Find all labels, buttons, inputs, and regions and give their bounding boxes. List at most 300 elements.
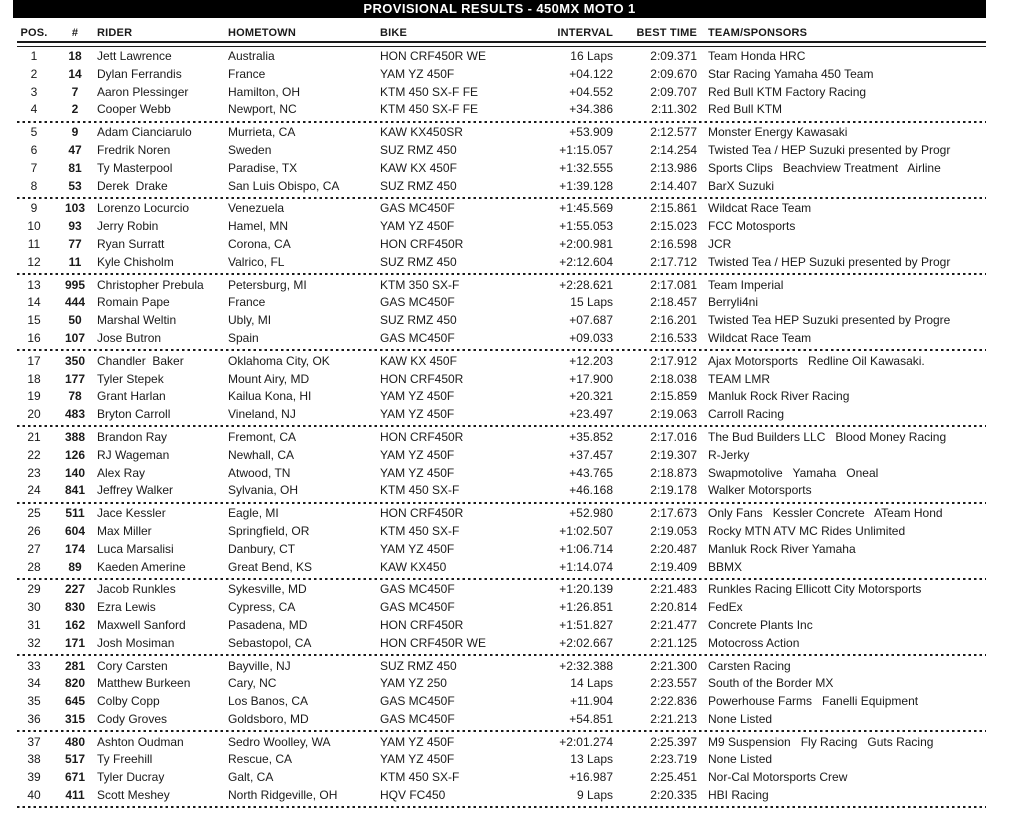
cell-interval: +04.552 <box>569 84 613 99</box>
cell-best-time: 2:09.670 <box>650 66 697 81</box>
cell-rider: RJ Wageman <box>97 447 170 462</box>
table-row <box>13 353 986 371</box>
table-row <box>13 541 986 559</box>
cell-rider: Jacob Runkles <box>97 582 176 597</box>
cell-position: 35 <box>27 694 41 709</box>
cell-rider: Romain Pape <box>97 295 170 310</box>
cell-team: M9 Suspension Fly Racing Guts Racing <box>708 734 934 749</box>
table-row <box>13 254 986 272</box>
cell-number: 281 <box>64 658 86 673</box>
cell-bike: YAM YZ 450F <box>380 407 455 422</box>
cell-number: 77 <box>68 236 82 251</box>
table-row <box>13 406 986 424</box>
cell-team: None Listed <box>708 711 773 726</box>
cell-team: Nor-Cal Motorsports Crew <box>708 770 848 785</box>
table-row <box>13 142 986 160</box>
cell-team: HBI Racing <box>708 788 769 803</box>
table-row <box>13 124 986 142</box>
cell-bike: KAW KX450SR <box>380 125 463 140</box>
table-row <box>13 751 986 769</box>
table-row <box>13 48 986 66</box>
cell-best-time: 2:18.873 <box>650 465 697 480</box>
cell-best-time: 2:19.178 <box>650 483 697 498</box>
cell-hometown: Australia <box>228 49 275 63</box>
cell-best-time: 2:17.016 <box>650 429 697 444</box>
cell-position: 40 <box>27 788 41 803</box>
cell-best-time: 2:21.125 <box>650 635 697 650</box>
cell-best-time: 2:16.533 <box>650 330 697 345</box>
cell-position: 10 <box>27 219 41 234</box>
table-row <box>13 559 986 577</box>
cell-bike: SUZ RMZ 450 <box>380 142 457 157</box>
cell-best-time: 2:14.254 <box>650 142 697 157</box>
cell-position: 28 <box>27 559 41 574</box>
cell-rider: Ty Masterpool <box>97 160 173 175</box>
table-row <box>13 617 986 635</box>
cell-hometown: Vineland, NJ <box>228 407 296 422</box>
cell-position: 33 <box>27 658 41 673</box>
cell-number: 227 <box>64 582 86 597</box>
cell-hometown: Paradise, TX <box>228 160 298 175</box>
cell-interval: +23.497 <box>569 407 613 422</box>
cell-team: Manluk Rock River Yamaha <box>708 541 856 556</box>
cell-interval: +43.765 <box>569 465 613 480</box>
cell-rider: Tyler Stepek <box>97 371 164 386</box>
cell-position: 39 <box>27 770 41 785</box>
cell-hometown: Sebastopol, CA <box>228 635 312 650</box>
cell-hometown: Murrieta, CA <box>228 125 296 140</box>
cell-hometown: Atwood, TN <box>228 465 291 480</box>
cell-rider: Scott Meshey <box>97 788 170 803</box>
cell-bike: GAS MC450F <box>380 711 455 726</box>
cell-team: Star Racing Yamaha 450 Team <box>708 66 874 81</box>
cell-bike: YAM YZ 450F <box>380 465 455 480</box>
cell-position: 31 <box>27 617 41 632</box>
cell-hometown: Petersburg, MI <box>228 277 307 292</box>
cell-interval: +2:01.274 <box>559 734 613 749</box>
cell-number: 103 <box>64 201 86 216</box>
table-row <box>13 505 986 523</box>
cell-number: 604 <box>64 523 86 538</box>
cell-rider: Colby Copp <box>97 694 160 709</box>
cell-best-time: 2:21.300 <box>650 658 697 673</box>
cell-number: 830 <box>64 600 86 615</box>
cell-best-time: 2:19.409 <box>650 559 697 574</box>
cell-team: R-Jerky <box>708 447 750 462</box>
cell-team: TEAM LMR <box>708 371 771 386</box>
cell-team: Twisted Tea HEP Suzuki presented by Progre <box>708 313 951 328</box>
cell-rider: Brandon Ray <box>97 429 168 444</box>
cell-interval: +1:14.074 <box>559 559 613 574</box>
table-row <box>13 734 986 752</box>
cell-number: 162 <box>64 617 86 632</box>
cell-team: Powerhouse Farms Fanelli Equipment <box>708 694 919 709</box>
cell-best-time: 2:17.081 <box>650 277 697 292</box>
dotted-separator <box>17 197 986 199</box>
cell-team: Twisted Tea / HEP Suzuki presented by Progr <box>708 142 951 157</box>
cell-bike: HON CRF450R <box>380 236 464 251</box>
cell-bike: SUZ RMZ 450 <box>380 658 457 673</box>
table-row <box>13 769 986 787</box>
table-row <box>13 787 986 805</box>
cell-position: 25 <box>27 506 41 521</box>
cell-rider: Cooper Webb <box>97 102 171 117</box>
cell-hometown: Sweden <box>228 142 272 157</box>
cell-team: BarX Suzuki <box>708 178 775 193</box>
cell-number: 517 <box>64 752 86 767</box>
cell-hometown: Pasadena, MD <box>228 617 308 632</box>
cell-position: 36 <box>27 711 41 726</box>
table-row <box>13 277 986 295</box>
cell-position: 4 <box>30 102 38 117</box>
cell-position: 3 <box>30 84 38 99</box>
table-row <box>13 160 986 178</box>
cell-hometown: Danbury, CT <box>228 541 296 556</box>
cell-bike: HQV FC450 <box>380 788 446 803</box>
cell-position: 30 <box>27 600 41 615</box>
cell-number: 511 <box>65 506 85 521</box>
cell-bike: KTM 450 SX-F <box>380 483 460 498</box>
table-row <box>13 711 986 729</box>
col-header-team: TEAM/SPONSORS <box>708 27 808 39</box>
cell-position: 16 <box>27 330 41 345</box>
cell-best-time: 2:19.307 <box>650 447 697 462</box>
cell-number: 411 <box>65 788 85 803</box>
cell-team: Carsten Racing <box>708 658 791 673</box>
cell-team: Walker Motorsports <box>708 483 812 498</box>
cell-team: Only Fans Kessler Concrete ATeam Hond <box>708 506 943 521</box>
cell-number: 171 <box>64 635 86 650</box>
cell-rider: Cory Carsten <box>97 658 168 673</box>
cell-number: 11 <box>68 254 82 269</box>
cell-rider: Jerry Robin <box>97 219 159 234</box>
cell-position: 21 <box>27 429 41 444</box>
cell-best-time: 2:16.201 <box>650 313 697 328</box>
cell-interval: +20.321 <box>569 389 613 404</box>
cell-interval: +34.386 <box>569 102 613 117</box>
cell-bike: HON CRF450R <box>380 429 464 444</box>
cell-bike: YAM YZ 250 <box>380 676 447 691</box>
cell-bike: HON CRF450R <box>380 506 464 521</box>
cell-number: 140 <box>64 465 86 480</box>
cell-position: 27 <box>27 541 41 556</box>
cell-hometown: France <box>228 295 266 310</box>
cell-best-time: 2:15.023 <box>650 219 697 234</box>
table-row <box>13 312 986 330</box>
cell-bike: GAS MC450F <box>380 295 455 310</box>
col-header-interval: INTERVAL <box>557 27 613 39</box>
cell-position: 22 <box>27 447 41 462</box>
cell-hometown: Corona, CA <box>228 236 291 251</box>
cell-hometown: Cary, NC <box>228 676 277 691</box>
table-row <box>13 635 986 653</box>
cell-bike: KAW KX 450F <box>380 160 457 175</box>
cell-bike: SUZ RMZ 450 <box>380 313 457 328</box>
cell-team: Team Imperial <box>708 277 784 292</box>
cell-interval: +37.457 <box>569 447 613 462</box>
table-body <box>13 48 986 808</box>
cell-interval: 13 Laps <box>570 752 613 767</box>
cell-team: Swapmotolive Yamaha Oneal <box>708 465 879 480</box>
cell-rider: Christopher Prebula <box>97 277 204 292</box>
cell-number: 174 <box>64 541 86 556</box>
cell-best-time: 2:19.053 <box>650 523 697 538</box>
cell-interval: +1:55.053 <box>559 219 613 234</box>
cell-interval: +09.033 <box>569 330 613 345</box>
cell-team: Berryli4ni <box>708 295 759 310</box>
cell-team: Rocky MTN ATV MC Rides Unlimited <box>708 523 906 538</box>
dotted-separator <box>17 349 986 351</box>
cell-best-time: 2:15.859 <box>650 389 697 404</box>
cell-hometown: Fremont, CA <box>228 429 297 444</box>
cell-number: 9 <box>71 125 79 140</box>
cell-team: FCC Motosports <box>708 219 796 234</box>
cell-bike: YAM YZ 450F <box>380 389 455 404</box>
cell-rider: Tyler Ducray <box>97 770 165 785</box>
cell-bike: KTM 350 SX-F <box>380 277 460 292</box>
cell-bike: YAM YZ 450F <box>380 541 455 556</box>
cell-interval: +35.852 <box>569 429 613 444</box>
cell-number: 820 <box>64 676 86 691</box>
cell-best-time: 2:11.302 <box>651 102 697 117</box>
cell-hometown: Bayville, NJ <box>228 658 291 673</box>
cell-bike: HON CRF450R <box>380 371 464 386</box>
cell-interval: +04.122 <box>569 66 613 81</box>
cell-interval: +2:00.981 <box>559 236 613 251</box>
cell-hometown: Goldsboro, MD <box>228 711 309 726</box>
cell-bike: YAM YZ 450F <box>380 219 455 234</box>
cell-hometown: Sylvania, OH <box>228 483 299 498</box>
cell-team: Runkles Racing Ellicott City Motorsports <box>708 582 922 597</box>
cell-interval: +12.203 <box>569 353 613 368</box>
col-header-rider: RIDER <box>97 27 133 39</box>
cell-position: 17 <box>27 353 41 368</box>
cell-number: 107 <box>64 330 86 345</box>
cell-interval: +2:32.388 <box>559 658 613 673</box>
cell-hometown: Springfield, OR <box>228 523 310 538</box>
cell-position: 7 <box>30 160 38 175</box>
cell-bike: HON CRF450R <box>380 617 464 632</box>
cell-best-time: 2:18.457 <box>650 295 697 310</box>
cell-best-time: 2:17.673 <box>650 506 697 521</box>
table-row <box>13 101 986 119</box>
cell-interval: 9 Laps <box>576 788 613 803</box>
table-row <box>13 523 986 541</box>
cell-best-time: 2:16.598 <box>650 236 697 251</box>
cell-position: 13 <box>27 277 41 292</box>
cell-position: 24 <box>27 483 41 498</box>
cell-position: 9 <box>30 201 38 216</box>
cell-team: Manluk Rock River Racing <box>708 389 850 404</box>
cell-number: 126 <box>64 447 86 462</box>
table-row <box>13 200 986 218</box>
cell-best-time: 2:21.213 <box>650 711 697 726</box>
cell-position: 15 <box>27 313 41 328</box>
cell-hometown: Rescue, CA <box>228 752 293 767</box>
cell-team: JCR <box>708 236 732 251</box>
cell-team: None Listed <box>708 752 773 767</box>
cell-interval: +1:02.507 <box>559 523 613 538</box>
cell-number: 350 <box>64 353 86 368</box>
cell-bike: KTM 450 SX-F FE <box>380 102 479 117</box>
col-header-best-time: BEST TIME <box>636 27 697 39</box>
cell-rider: Ryan Surratt <box>97 236 165 251</box>
cell-best-time: 2:23.719 <box>650 752 697 767</box>
table-row <box>13 218 986 236</box>
cell-interval: 14 Laps <box>570 676 613 691</box>
cell-best-time: 2:20.814 <box>650 600 697 615</box>
cell-hometown: Galt, CA <box>228 770 274 785</box>
cell-rider: Bryton Carroll <box>97 407 171 422</box>
dotted-separator <box>17 654 986 656</box>
cell-interval: +11.904 <box>570 694 613 709</box>
cell-rider: Luca Marsalisi <box>97 541 174 556</box>
cell-bike: HON CRF450R WE <box>380 49 487 63</box>
cell-position: 8 <box>30 178 38 193</box>
cell-interval: +2:02.667 <box>559 635 613 650</box>
cell-team: Team Honda HRC <box>708 49 806 63</box>
cell-best-time: 2:18.038 <box>650 371 697 386</box>
cell-hometown: Mount Airy, MD <box>228 371 310 386</box>
cell-hometown: Spain <box>228 330 259 345</box>
cell-best-time: 2:19.063 <box>650 407 697 422</box>
cell-interval: +53.909 <box>569 125 613 140</box>
cell-bike: GAS MC450F <box>380 330 455 345</box>
dotted-separator <box>17 502 986 504</box>
cell-position: 1 <box>30 49 38 63</box>
cell-hometown: North Ridgeville, OH <box>228 788 338 803</box>
cell-number: 841 <box>64 483 86 498</box>
cell-interval: +2:28.621 <box>559 277 613 292</box>
cell-best-time: 2:25.397 <box>650 734 697 749</box>
cell-interval: +1:20.139 <box>559 582 613 597</box>
cell-best-time: 2:15.861 <box>650 201 697 216</box>
cell-rider: Marshal Weltin <box>97 313 177 328</box>
cell-best-time: 2:13.986 <box>650 160 697 175</box>
cell-rider: Fredrik Noren <box>97 142 171 157</box>
dotted-separator <box>17 578 986 580</box>
cell-position: 32 <box>27 635 41 650</box>
cell-interval: +1:15.057 <box>559 142 613 157</box>
cell-hometown: Kailua Kona, HI <box>228 389 312 404</box>
table-row <box>13 66 986 84</box>
cell-bike: SUZ RMZ 450 <box>380 254 457 269</box>
cell-team: Concrete Plants Inc <box>708 617 813 632</box>
cell-team: South of the Border MX <box>708 676 834 691</box>
cell-bike: YAM YZ 450F <box>380 752 455 767</box>
cell-number: 78 <box>68 389 82 404</box>
cell-rider: Jeffrey Walker <box>97 483 174 498</box>
cell-hometown: Ubly, MI <box>228 313 272 328</box>
cell-number: 671 <box>64 770 86 785</box>
cell-bike: YAM YZ 450F <box>380 447 455 462</box>
table-row <box>13 371 986 389</box>
cell-team: Motocross Action <box>708 635 800 650</box>
results-title-bar <box>13 0 986 18</box>
cell-position: 11 <box>27 236 41 251</box>
cell-bike: SUZ RMZ 450 <box>380 178 457 193</box>
cell-position: 26 <box>27 523 41 538</box>
cell-number: 50 <box>68 313 82 328</box>
cell-number: 47 <box>68 142 82 157</box>
cell-team: Ajax Motorsports Redline Oil Kawasaki. <box>708 353 925 368</box>
cell-rider: Jace Kessler <box>97 506 166 521</box>
cell-rider: Kyle Chisholm <box>97 254 174 269</box>
cell-bike: HON CRF450R WE <box>380 635 487 650</box>
cell-rider: Matthew Burkeen <box>97 676 191 691</box>
cell-rider: Maxwell Sanford <box>97 617 186 632</box>
cell-interval: +1:51.827 <box>559 617 613 632</box>
cell-team: Twisted Tea / HEP Suzuki presented by Progr <box>708 254 951 269</box>
cell-interval: 15 Laps <box>570 295 613 310</box>
cell-position: 18 <box>27 371 41 386</box>
cell-best-time: 2:25.451 <box>650 770 697 785</box>
results-table <box>13 0 986 808</box>
cell-hometown: Eagle, MI <box>228 506 279 521</box>
cell-hometown: Venezuela <box>228 201 285 216</box>
col-header-hometown: HOMETOWN <box>228 27 297 39</box>
cell-number: 480 <box>64 734 86 749</box>
cell-number: 177 <box>64 371 86 386</box>
cell-team: FedEx <box>708 600 743 615</box>
cell-team: BBMX <box>708 559 743 574</box>
dotted-separator <box>17 273 986 275</box>
cell-hometown: Newhall, CA <box>228 447 295 462</box>
page-title: PROVISIONAL RESULTS - 450MX MOTO 1 <box>363 1 636 16</box>
cell-hometown: Sykesville, MD <box>228 582 307 597</box>
cell-hometown: San Luis Obispo, CA <box>228 178 340 193</box>
cell-interval: +46.168 <box>569 483 613 498</box>
cell-number: 18 <box>68 49 82 63</box>
cell-position: 38 <box>27 752 41 767</box>
cell-hometown: Oklahoma City, OK <box>228 353 330 368</box>
cell-number: 53 <box>68 178 82 193</box>
cell-bike: YAM YZ 450F <box>380 66 455 81</box>
cell-interval: +07.687 <box>569 313 613 328</box>
cell-interval: +1:32.555 <box>559 160 613 175</box>
cell-hometown: Los Banos, CA <box>228 694 309 709</box>
cell-number: 89 <box>68 559 82 574</box>
cell-best-time: 2:17.712 <box>650 254 697 269</box>
cell-interval: +2:12.604 <box>559 254 613 269</box>
table-row <box>13 581 986 599</box>
table-row <box>13 236 986 254</box>
cell-best-time: 2:22.836 <box>650 694 697 709</box>
cell-rider: Alex Ray <box>97 465 146 480</box>
cell-position: 37 <box>27 734 41 749</box>
cell-hometown: Great Bend, KS <box>228 559 313 574</box>
cell-number: 2 <box>71 102 79 117</box>
cell-best-time: 2:12.577 <box>650 125 697 140</box>
cell-position: 29 <box>27 582 41 597</box>
cell-best-time: 2:14.407 <box>650 178 697 193</box>
cell-best-time: 2:21.483 <box>650 582 697 597</box>
cell-team: Red Bull KTM <box>708 102 783 117</box>
cell-number: 444 <box>64 295 86 310</box>
cell-team: Red Bull KTM Factory Racing <box>708 84 867 99</box>
cell-number: 483 <box>64 407 86 422</box>
cell-interval: +1:39.128 <box>559 178 613 193</box>
cell-best-time: 2:20.335 <box>650 788 697 803</box>
cell-number: 93 <box>68 219 82 234</box>
table-row <box>13 84 986 102</box>
cell-best-time: 2:21.477 <box>650 617 697 632</box>
cell-team: Carroll Racing <box>708 407 785 422</box>
cell-rider: Derek Drake <box>97 178 168 193</box>
table-row <box>13 599 986 617</box>
dotted-separator <box>17 121 986 123</box>
cell-hometown: Valrico, FL <box>228 254 285 269</box>
